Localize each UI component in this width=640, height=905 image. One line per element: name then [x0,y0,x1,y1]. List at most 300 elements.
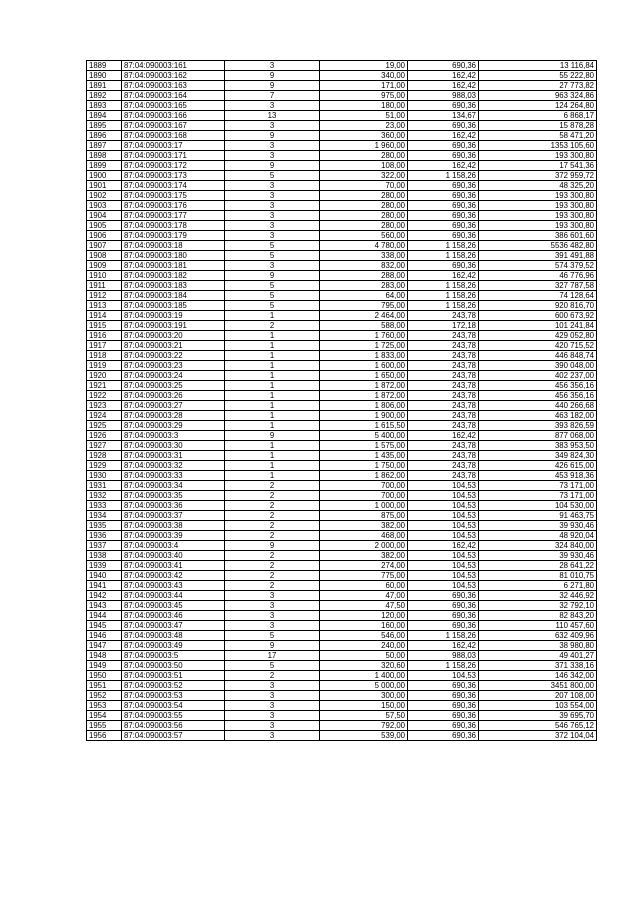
row-number-cell: 1924 [87,411,122,421]
rate-cell: 1 158,26 [408,631,479,641]
cadastral-number-cell: 87:04:090003:164 [122,91,225,101]
cadastral-number-cell: 87:04:090003:167 [122,121,225,131]
table-row [87,471,597,481]
category-code-cell: 3 [225,141,320,151]
table-row [87,681,597,691]
table-row [87,261,597,271]
category-code-cell: 3 [225,721,320,731]
rate-cell: 690,36 [408,721,479,731]
area-cell: 4 780,00 [320,241,408,251]
table-row [87,191,597,201]
row-number-cell: 1894 [87,111,122,121]
table-row [87,361,597,371]
cadastral-number-cell: 87:04:090003:26 [122,391,225,401]
rate-cell: 1 158,26 [408,661,479,671]
category-code-cell: 3 [225,201,320,211]
rate-cell: 1 158,26 [408,281,479,291]
table-row [87,141,597,151]
category-code-cell: 5 [225,301,320,311]
cadastral-value-table [86,60,597,741]
cadastral-number-cell: 87:04:090003:46 [122,611,225,621]
category-code-cell: 7 [225,91,320,101]
row-number-cell: 1904 [87,211,122,221]
cadastral-value-cell: 193 300,80 [479,201,597,211]
table-body [87,61,597,741]
area-cell: 1 862,00 [320,471,408,481]
cadastral-value-cell: 324 840,00 [479,541,597,551]
area-cell: 23,00 [320,121,408,131]
category-code-cell: 2 [225,521,320,531]
cadastral-number-cell: 87:04:090003:40 [122,551,225,561]
table-row [87,491,597,501]
row-number-cell: 1897 [87,141,122,151]
rate-cell: 162,42 [408,271,479,281]
category-code-cell: 1 [225,391,320,401]
table-row [87,81,597,91]
cadastral-value-cell: 393 826,59 [479,421,597,431]
cadastral-value-cell: 600 673,92 [479,311,597,321]
cadastral-number-cell: 87:04:090003:3 [122,431,225,441]
area-cell: 1 833,00 [320,351,408,361]
category-code-cell: 2 [225,491,320,501]
category-code-cell: 9 [225,161,320,171]
table-row [87,701,597,711]
cadastral-number-cell: 87:04:090003:48 [122,631,225,641]
row-number-cell: 1928 [87,451,122,461]
area-cell: 150,00 [320,701,408,711]
cadastral-number-cell: 87:04:090003:172 [122,161,225,171]
table-row [87,551,597,561]
table-row [87,541,597,551]
row-number-cell: 1889 [87,61,122,71]
table-row [87,651,597,661]
category-code-cell: 3 [225,701,320,711]
row-number-cell: 1920 [87,371,122,381]
table-row [87,441,597,451]
cadastral-value-cell: 193 300,80 [479,151,597,161]
category-code-cell: 3 [225,121,320,131]
cadastral-number-cell: 87:04:090003:54 [122,701,225,711]
row-number-cell: 1938 [87,551,122,561]
category-code-cell: 9 [225,431,320,441]
category-code-cell: 2 [225,581,320,591]
area-cell: 1 872,00 [320,381,408,391]
area-cell: 280,00 [320,201,408,211]
table-row [87,691,597,701]
category-code-cell: 3 [225,181,320,191]
area-cell: 1 725,00 [320,341,408,351]
cadastral-number-cell: 87:04:090003:166 [122,111,225,121]
area-cell: 5 400,00 [320,431,408,441]
cadastral-value-cell: 6 271,80 [479,581,597,591]
category-code-cell: 3 [225,211,320,221]
rate-cell: 690,36 [408,731,479,741]
row-number-cell: 1918 [87,351,122,361]
cadastral-value-cell: 28 641,22 [479,561,597,571]
area-cell: 50,00 [320,651,408,661]
rate-cell: 243,78 [408,441,479,451]
rate-cell: 243,78 [408,451,479,461]
rate-cell: 104,53 [408,511,479,521]
cadastral-value-cell: 104 530,00 [479,501,597,511]
cadastral-number-cell: 87:04:090003:17 [122,141,225,151]
cadastral-value-cell: 420 715,52 [479,341,597,351]
table-row [87,641,597,651]
row-number-cell: 1915 [87,321,122,331]
category-code-cell: 9 [225,81,320,91]
cadastral-value-cell: 48 920,04 [479,531,597,541]
rate-cell: 690,36 [408,181,479,191]
cadastral-number-cell: 87:04:090003:49 [122,641,225,651]
rate-cell: 104,53 [408,481,479,491]
cadastral-value-cell: 446 848,74 [479,351,597,361]
row-number-cell: 1936 [87,531,122,541]
table-row [87,251,597,261]
cadastral-value-cell: 38 980,80 [479,641,597,651]
rate-cell: 243,78 [408,421,479,431]
table-row [87,121,597,131]
cadastral-value-cell: 5536 482,80 [479,241,597,251]
area-cell: 180,00 [320,101,408,111]
category-code-cell: 1 [225,441,320,451]
cadastral-value-cell: 110 457,60 [479,621,597,631]
category-code-cell: 1 [225,341,320,351]
row-number-cell: 1941 [87,581,122,591]
cadastral-value-cell: 456 356,16 [479,381,597,391]
cadastral-number-cell: 87:04:090003:4 [122,541,225,551]
cadastral-number-cell: 87:04:090003:28 [122,411,225,421]
area-cell: 2 000,00 [320,541,408,551]
table-row [87,461,597,471]
cadastral-value-cell: 453 918,36 [479,471,597,481]
category-code-cell: 3 [225,711,320,721]
area-cell: 280,00 [320,151,408,161]
area-cell: 795,00 [320,301,408,311]
category-code-cell: 3 [225,101,320,111]
cadastral-value-cell: 39 930,46 [479,521,597,531]
row-number-cell: 1910 [87,271,122,281]
rate-cell: 104,53 [408,501,479,511]
rate-cell: 243,78 [408,391,479,401]
table-row [87,671,597,681]
area-cell: 51,00 [320,111,408,121]
cadastral-number-cell: 87:04:090003:181 [122,261,225,271]
table-row [87,201,597,211]
table-row [87,221,597,231]
rate-cell: 690,36 [408,191,479,201]
row-number-cell: 1912 [87,291,122,301]
category-code-cell: 3 [225,731,320,741]
cadastral-value-cell: 39 930,46 [479,551,597,561]
table-row [87,521,597,531]
cadastral-number-cell: 87:04:090003:23 [122,361,225,371]
cadastral-value-cell: 55 222,80 [479,71,597,81]
cadastral-number-cell: 87:04:090003:43 [122,581,225,591]
cadastral-value-cell: 73 171,00 [479,481,597,491]
category-code-cell: 2 [225,511,320,521]
category-code-cell: 3 [225,601,320,611]
rate-cell: 690,36 [408,691,479,701]
rate-cell: 988,03 [408,91,479,101]
category-code-cell: 5 [225,251,320,261]
row-number-cell: 1911 [87,281,122,291]
cadastral-number-cell: 87:04:090003:36 [122,501,225,511]
row-number-cell: 1940 [87,571,122,581]
rate-cell: 243,78 [408,371,479,381]
area-cell: 1 575,00 [320,441,408,451]
cadastral-number-cell: 87:04:090003:25 [122,381,225,391]
cadastral-number-cell: 87:04:090003:45 [122,601,225,611]
rate-cell: 690,36 [408,61,479,71]
cadastral-number-cell: 87:04:090003:174 [122,181,225,191]
cadastral-number-cell: 87:04:090003:38 [122,521,225,531]
row-number-cell: 1948 [87,651,122,661]
row-number-cell: 1950 [87,671,122,681]
cadastral-number-cell: 87:04:090003:179 [122,231,225,241]
table-row [87,241,597,251]
cadastral-value-cell: 440 266,68 [479,401,597,411]
table-row [87,511,597,521]
table-row [87,161,597,171]
cadastral-number-cell: 87:04:090003:50 [122,661,225,671]
table-row [87,291,597,301]
cadastral-number-cell: 87:04:090003:35 [122,491,225,501]
row-number-cell: 1902 [87,191,122,201]
table-row [87,591,597,601]
table-row [87,391,597,401]
area-cell: 975,00 [320,91,408,101]
category-code-cell: 2 [225,561,320,571]
row-number-cell: 1949 [87,661,122,671]
cadastral-number-cell: 87:04:090003:183 [122,281,225,291]
cadastral-number-cell: 87:04:090003:165 [122,101,225,111]
category-code-cell: 1 [225,421,320,431]
row-number-cell: 1908 [87,251,122,261]
table-row [87,171,597,181]
table-row [87,131,597,141]
table-row [87,371,597,381]
area-cell: 775,00 [320,571,408,581]
area-cell: 340,00 [320,71,408,81]
cadastral-value-cell: 3451 800,00 [479,681,597,691]
area-cell: 1 872,00 [320,391,408,401]
table-row [87,211,597,221]
area-cell: 283,00 [320,281,408,291]
row-number-cell: 1932 [87,491,122,501]
cadastral-value-cell: 6 868,17 [479,111,597,121]
cadastral-number-cell: 87:04:090003:32 [122,461,225,471]
cadastral-value-cell: 15 878,28 [479,121,597,131]
cadastral-value-cell: 39 695,70 [479,711,597,721]
area-cell: 2 464,00 [320,311,408,321]
rate-cell: 690,36 [408,151,479,161]
cadastral-value-cell: 546 765,12 [479,721,597,731]
area-cell: 280,00 [320,221,408,231]
table-row [87,381,597,391]
row-number-cell: 1956 [87,731,122,741]
category-code-cell: 1 [225,461,320,471]
category-code-cell: 3 [225,221,320,231]
cadastral-value-cell: 372 104,04 [479,731,597,741]
cadastral-number-cell: 87:04:090003:33 [122,471,225,481]
cadastral-number-cell: 87:04:090003:41 [122,561,225,571]
row-number-cell: 1939 [87,561,122,571]
cadastral-value-cell: 193 300,80 [479,211,597,221]
rate-cell: 104,53 [408,581,479,591]
cadastral-number-cell: 87:04:090003:47 [122,621,225,631]
row-number-cell: 1951 [87,681,122,691]
table-row [87,151,597,161]
area-cell: 588,00 [320,321,408,331]
cadastral-number-cell: 87:04:090003:19 [122,311,225,321]
row-number-cell: 1905 [87,221,122,231]
cadastral-number-cell: 87:04:090003:24 [122,371,225,381]
rate-cell: 690,36 [408,621,479,631]
area-cell: 468,00 [320,531,408,541]
rate-cell: 1 158,26 [408,241,479,251]
rate-cell: 243,78 [408,381,479,391]
cadastral-value-cell: 456 356,16 [479,391,597,401]
area-cell: 280,00 [320,211,408,221]
cadastral-value-cell: 391 491,88 [479,251,597,261]
row-number-cell: 1913 [87,301,122,311]
area-cell: 1 435,00 [320,451,408,461]
cadastral-value-cell: 17 541,36 [479,161,597,171]
table-row [87,581,597,591]
table-row [87,231,597,241]
area-cell: 160,00 [320,621,408,631]
rate-cell: 690,36 [408,591,479,601]
category-code-cell: 9 [225,71,320,81]
rate-cell: 162,42 [408,161,479,171]
cadastral-number-cell: 87:04:090003:18 [122,241,225,251]
row-number-cell: 1909 [87,261,122,271]
category-code-cell: 5 [225,661,320,671]
cadastral-number-cell: 87:04:090003:177 [122,211,225,221]
cadastral-value-cell: 91 463,75 [479,511,597,521]
rate-cell: 690,36 [408,231,479,241]
category-code-cell: 5 [225,631,320,641]
cadastral-number-cell: 87:04:090003:29 [122,421,225,431]
cadastral-number-cell: 87:04:090003:22 [122,351,225,361]
table-row [87,601,597,611]
category-code-cell: 1 [225,311,320,321]
rate-cell: 162,42 [408,71,479,81]
rate-cell: 162,42 [408,641,479,651]
cadastral-number-cell: 87:04:090003:34 [122,481,225,491]
table-row [87,721,597,731]
rate-cell: 243,78 [408,361,479,371]
area-cell: 70,00 [320,181,408,191]
row-number-cell: 1903 [87,201,122,211]
cadastral-number-cell: 87:04:090003:184 [122,291,225,301]
rate-cell: 104,53 [408,551,479,561]
cadastral-value-cell: 48 325,20 [479,181,597,191]
rate-cell: 690,36 [408,611,479,621]
cadastral-number-cell: 87:04:090003:55 [122,711,225,721]
row-number-cell: 1907 [87,241,122,251]
rate-cell: 162,42 [408,131,479,141]
table-row [87,331,597,341]
cadastral-value-cell: 81 010,75 [479,571,597,581]
rate-cell: 104,53 [408,531,479,541]
cadastral-number-cell: 87:04:090003:176 [122,201,225,211]
cadastral-value-cell: 193 300,80 [479,221,597,231]
table-row [87,321,597,331]
cadastral-value-cell: 193 300,80 [479,191,597,201]
row-number-cell: 1935 [87,521,122,531]
area-cell: 57,50 [320,711,408,721]
cadastral-value-cell: 58 471,20 [479,131,597,141]
cadastral-number-cell: 87:04:090003:5 [122,651,225,661]
category-code-cell: 2 [225,571,320,581]
area-cell: 338,00 [320,251,408,261]
row-number-cell: 1917 [87,341,122,351]
cadastral-value-cell: 390 048,00 [479,361,597,371]
table-row [87,711,597,721]
row-number-cell: 1953 [87,701,122,711]
cadastral-value-cell: 632 409,96 [479,631,597,641]
cadastral-number-cell: 87:04:090003:31 [122,451,225,461]
cadastral-value-cell: 402 237,00 [479,371,597,381]
rate-cell: 690,36 [408,201,479,211]
cadastral-value-cell: 877 068,00 [479,431,597,441]
area-cell: 560,00 [320,231,408,241]
cadastral-value-cell: 383 953,50 [479,441,597,451]
area-cell: 1 650,00 [320,371,408,381]
cadastral-value-cell: 349 824,30 [479,451,597,461]
rate-cell: 243,78 [408,311,479,321]
table-row [87,451,597,461]
cadastral-number-cell: 87:04:090003:180 [122,251,225,261]
cadastral-value-cell: 74 128,64 [479,291,597,301]
cadastral-value-cell: 27 773,82 [479,81,597,91]
rate-cell: 104,53 [408,521,479,531]
table-row [87,281,597,291]
area-cell: 546,00 [320,631,408,641]
table-row [87,481,597,491]
row-number-cell: 1944 [87,611,122,621]
cadastral-value-cell: 371 338,16 [479,661,597,671]
rate-cell: 1 158,26 [408,171,479,181]
area-cell: 382,00 [320,551,408,561]
category-code-cell: 1 [225,411,320,421]
table-row [87,411,597,421]
table-row [87,401,597,411]
row-number-cell: 1931 [87,481,122,491]
table-row [87,271,597,281]
cadastral-number-cell: 87:04:090003:163 [122,81,225,91]
row-number-cell: 1926 [87,431,122,441]
row-number-cell: 1914 [87,311,122,321]
cadastral-value-cell: 146 342,00 [479,671,597,681]
cadastral-value-cell: 207 108,00 [479,691,597,701]
rate-cell: 162,42 [408,541,479,551]
row-number-cell: 1899 [87,161,122,171]
area-cell: 47,00 [320,591,408,601]
rate-cell: 690,36 [408,711,479,721]
row-number-cell: 1921 [87,381,122,391]
cadastral-value-cell: 574 379,52 [479,261,597,271]
table-row [87,631,597,641]
table-row [87,101,597,111]
row-number-cell: 1942 [87,591,122,601]
cadastral-number-cell: 87:04:090003:162 [122,71,225,81]
cadastral-number-cell: 87:04:090003:52 [122,681,225,691]
category-code-cell: 3 [225,621,320,631]
area-cell: 60,00 [320,581,408,591]
category-code-cell: 5 [225,281,320,291]
